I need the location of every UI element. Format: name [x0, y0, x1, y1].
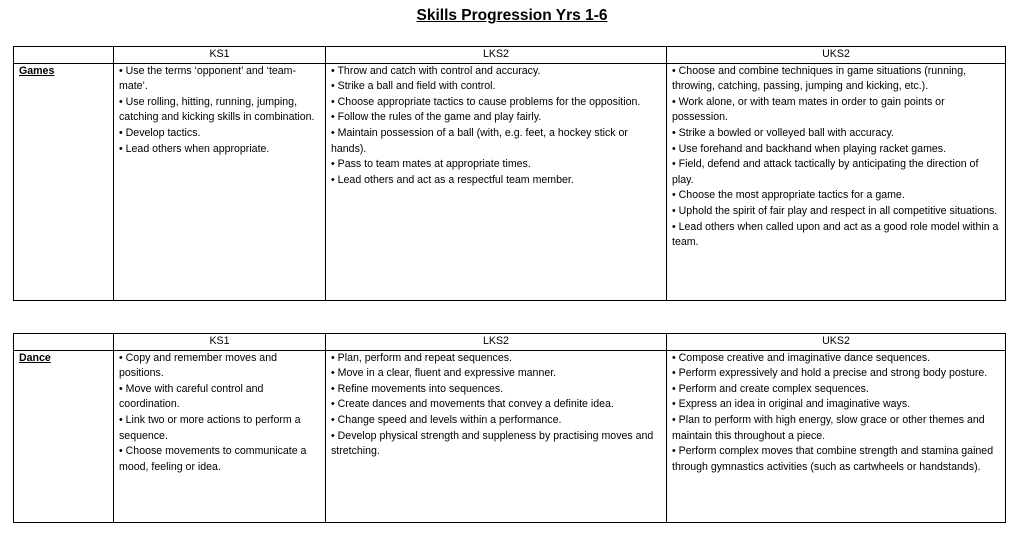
list-item: • Strike a ball and field with control. [331, 80, 496, 93]
header-lks2: LKS2 [326, 334, 667, 351]
list-item: • Strike a bowled or volleyed ball with accuracy. [672, 126, 894, 139]
list-item: • Express an idea in original and imaginative ways. [672, 398, 911, 411]
list-item: • Choose appropriate tactics to cause problems for the opposition. [331, 95, 641, 108]
list-item: • Lead others when appropriate. [119, 142, 270, 155]
list-item: • Create dances and movements that convey a definite idea. [331, 398, 614, 411]
list-item: • Perform complex moves that combine strength and stamina gained through gymnastics activities (such as cartwheels or handstands). [672, 445, 994, 473]
list-item: • Pass to team mates at appropriate times. [331, 158, 531, 171]
list-item: • Move in a clear, fluent and expressive manner. [331, 367, 557, 380]
content-row [14, 63, 1006, 300]
list-item: • Develop tactics. [119, 126, 201, 139]
header-blank-cell [14, 47, 114, 64]
list-item: • Field, defend and attack tactically by anticipating the direction of play. [672, 158, 979, 186]
lks2-cell [326, 63, 667, 300]
list-item: • Choose the most appropriate tactics for a game. [672, 189, 905, 202]
list-item: • Use the terms ‘opponent’ and ‘team-mate’. [119, 64, 297, 93]
list-item: • Follow the rules of the game and play fairly. [331, 111, 542, 124]
list-item: • Maintain possession of a ball (with, e.g. feet, a hockey stick or hands). [331, 126, 628, 155]
list-item: • Change speed and levels within a performance. [331, 413, 562, 426]
header-row [14, 47, 1006, 64]
list-item: • Choose and combine techniques in game situations (running, throwing, catching, passing, jumping and kicking, etc.). [672, 64, 967, 93]
lks2-cell [326, 350, 667, 522]
header-uks2: UKS2 [667, 47, 1006, 64]
uks2-cell [667, 350, 1006, 522]
ks1-cell [114, 63, 326, 300]
list-item: • Lead others when called upon and act as a good role model within a team. [672, 220, 999, 249]
uks2-cell [667, 63, 1006, 300]
list-item: • Plan to perform with high energy, slow grace or other themes and maintain this throughout a piece. [672, 413, 985, 442]
ks1-cell [114, 350, 326, 522]
list-item: • Uphold the spirit of fair play and respect in all competitive situations. [672, 204, 998, 217]
header-row [14, 334, 1006, 351]
games-table [13, 46, 1006, 301]
list-item: • Use rolling, hitting, running, jumping, catching and kicking skills in combination. [119, 95, 315, 124]
list-item: • Move with careful control and coordination. [119, 382, 264, 411]
list-item: • Perform and create complex sequences. [672, 382, 869, 395]
header-uks2: UKS2 [667, 334, 1006, 351]
list-item: • Refine movements into sequences. [331, 382, 504, 395]
subject-label: Dance [14, 350, 114, 522]
list-item: • Choose movements to communicate a mood, feeling or idea. [119, 445, 307, 473]
content-row [14, 350, 1006, 522]
header-blank-cell [14, 334, 114, 351]
list-item: • Compose creative and imaginative dance sequences. [672, 351, 931, 364]
header-ks1: KS1 [114, 334, 326, 351]
header-ks1: KS1 [114, 47, 326, 64]
list-item: • Use forehand and backhand when playing racket games. [672, 142, 947, 155]
list-item: • Link two or more actions to perform a sequence. [119, 413, 301, 442]
list-item: • Lead others and act as a respectful team member. [331, 173, 574, 186]
page-title: Skills Progression Yrs 1-6 [416, 7, 608, 24]
list-item: • Copy and remember moves and positions. [119, 351, 277, 380]
list-item: • Plan, perform and repeat sequences. [331, 351, 512, 364]
subject-label: Games [14, 63, 114, 300]
list-item: • Throw and catch with control and accuracy. [331, 64, 541, 77]
list-item: • Develop physical strength and suppleness by practising moves and stretching. [331, 429, 654, 458]
list-item: • Work alone, or with team mates in order to gain points or possession. [672, 95, 945, 124]
header-lks2: LKS2 [326, 47, 667, 64]
dance-table [13, 333, 1006, 523]
list-item: • Perform expressively and hold a precise and strong body posture. [672, 367, 988, 380]
